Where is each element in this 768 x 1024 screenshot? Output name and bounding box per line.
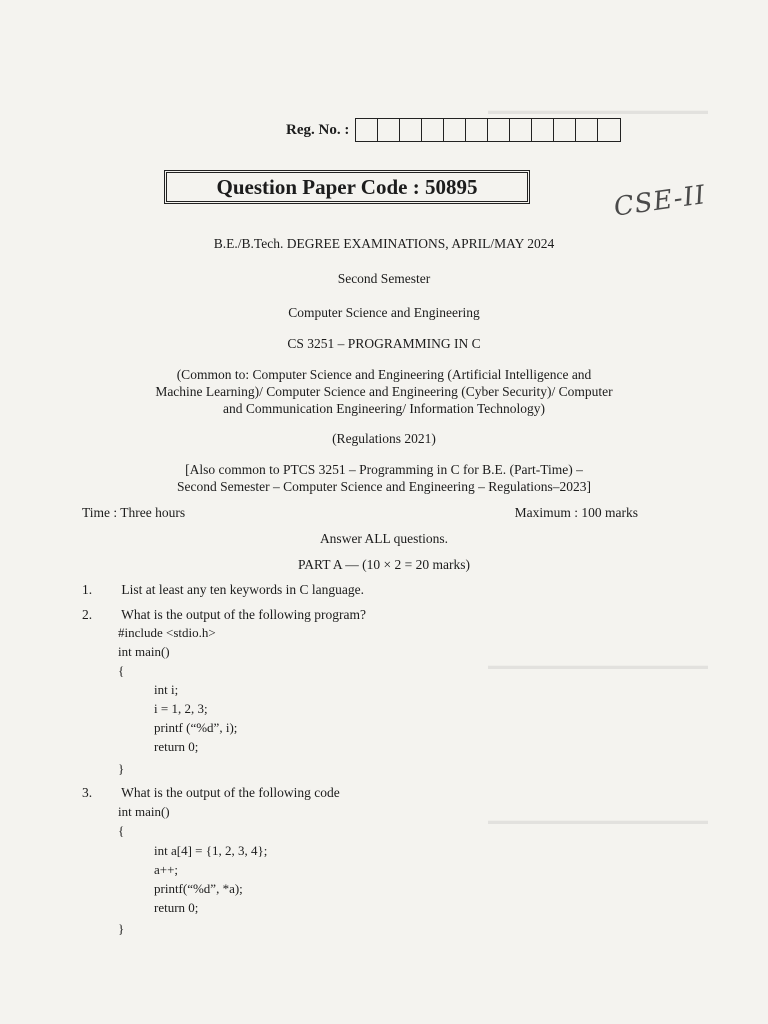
- reg-no-box: [422, 119, 444, 141]
- code-line: int i;: [154, 682, 179, 697]
- reg-no-box: [356, 119, 378, 141]
- max-marks-label: Maximum : 100 marks: [514, 505, 638, 520]
- reg-no-box: [510, 119, 532, 141]
- bleed-through-text: ▬▬▬▬▬▬▬▬▬▬▬▬▬▬▬▬▬▬▬▬: [488, 815, 708, 827]
- question-3: [82, 784, 340, 802]
- bleed-through-text: ▬▬▬▬▬▬▬▬▬▬▬▬▬▬▬▬▬▬▬▬: [488, 660, 708, 672]
- code-line: int a[4] = {1, 2, 3, 4};: [154, 843, 268, 858]
- course-title: CS 3251 – PROGRAMMING IN C: [287, 336, 481, 351]
- handwritten-annotation: CSE-II: [612, 180, 708, 223]
- code-line: int main(): [118, 644, 170, 659]
- reg-no-box: [400, 119, 422, 141]
- reg-no-box: [532, 119, 554, 141]
- code-line: }: [118, 921, 125, 936]
- part-a-heading: PART A — (10 × 2 = 20 marks): [298, 557, 470, 572]
- code-line: i = 1, 2, 3;: [154, 701, 208, 716]
- question-number: 1.: [82, 582, 93, 597]
- code-line: {: [118, 663, 125, 678]
- common-note-line: (Common to: Computer Science and Engineering (Artificial Intelligence and: [176, 367, 592, 382]
- reg-no-box: [576, 119, 598, 141]
- reg-no-box: [488, 119, 510, 141]
- question-1: [82, 581, 364, 599]
- instruction: Answer ALL questions.: [319, 531, 449, 546]
- reg-no-boxes: [355, 118, 621, 142]
- question-2: [82, 606, 366, 624]
- common-note-line: Machine Learning)/ Computer Science and Engineering (Cyber Security)/ Computer: [155, 384, 613, 399]
- code-line: #include <stdio.h>: [118, 625, 216, 640]
- code-line: }: [118, 761, 125, 776]
- code-line: return 0;: [154, 900, 199, 915]
- code-line: printf(“%d”, *a);: [154, 881, 243, 896]
- question-text: List at least any ten keywords in C language.: [121, 582, 364, 597]
- code-line: return 0;: [154, 739, 199, 754]
- reg-no-label: Reg. No. :: [286, 121, 350, 138]
- time-label: Time : Three hours: [82, 505, 186, 520]
- common-note-line: and Communication Engineering/ Information Technology): [223, 401, 545, 416]
- reg-no-box: [554, 119, 576, 141]
- reg-no-box: [444, 119, 466, 141]
- registration-number: [286, 118, 621, 142]
- reg-no-box: [378, 119, 400, 141]
- code-line: a++;: [154, 862, 179, 877]
- code-line: int main(): [118, 804, 170, 819]
- semester: Second Semester: [337, 271, 431, 286]
- code-line: {: [118, 823, 125, 838]
- department: Computer Science and Engineering: [288, 305, 480, 320]
- question-text: What is the output of the following program?: [121, 607, 366, 622]
- question-text: What is the output of the following code: [121, 785, 340, 800]
- question-number: 3.: [82, 785, 93, 800]
- question-paper-code: Question Paper Code : 50895: [164, 170, 530, 204]
- reg-no-box: [598, 119, 620, 141]
- exam-title: B.E./B.Tech. DEGREE EXAMINATIONS, APRIL/MAY 2024: [213, 236, 555, 251]
- bleed-through-text: ▬▬▬▬▬▬▬▬▬▬▬▬▬▬▬▬▬▬▬▬: [488, 105, 708, 117]
- exam-meta: [82, 505, 638, 521]
- reg-no-box: [466, 119, 488, 141]
- regulations: (Regulations 2021): [332, 431, 436, 446]
- also-common-line: Second Semester – Computer Science and Engineering – Regulations–2023]: [177, 479, 591, 494]
- code-line: printf (“%d”, i);: [154, 720, 238, 735]
- question-number: 2.: [82, 607, 93, 622]
- also-common-line: [Also common to PTCS 3251 – Programming in C for B.E. (Part-Time) –: [185, 462, 583, 477]
